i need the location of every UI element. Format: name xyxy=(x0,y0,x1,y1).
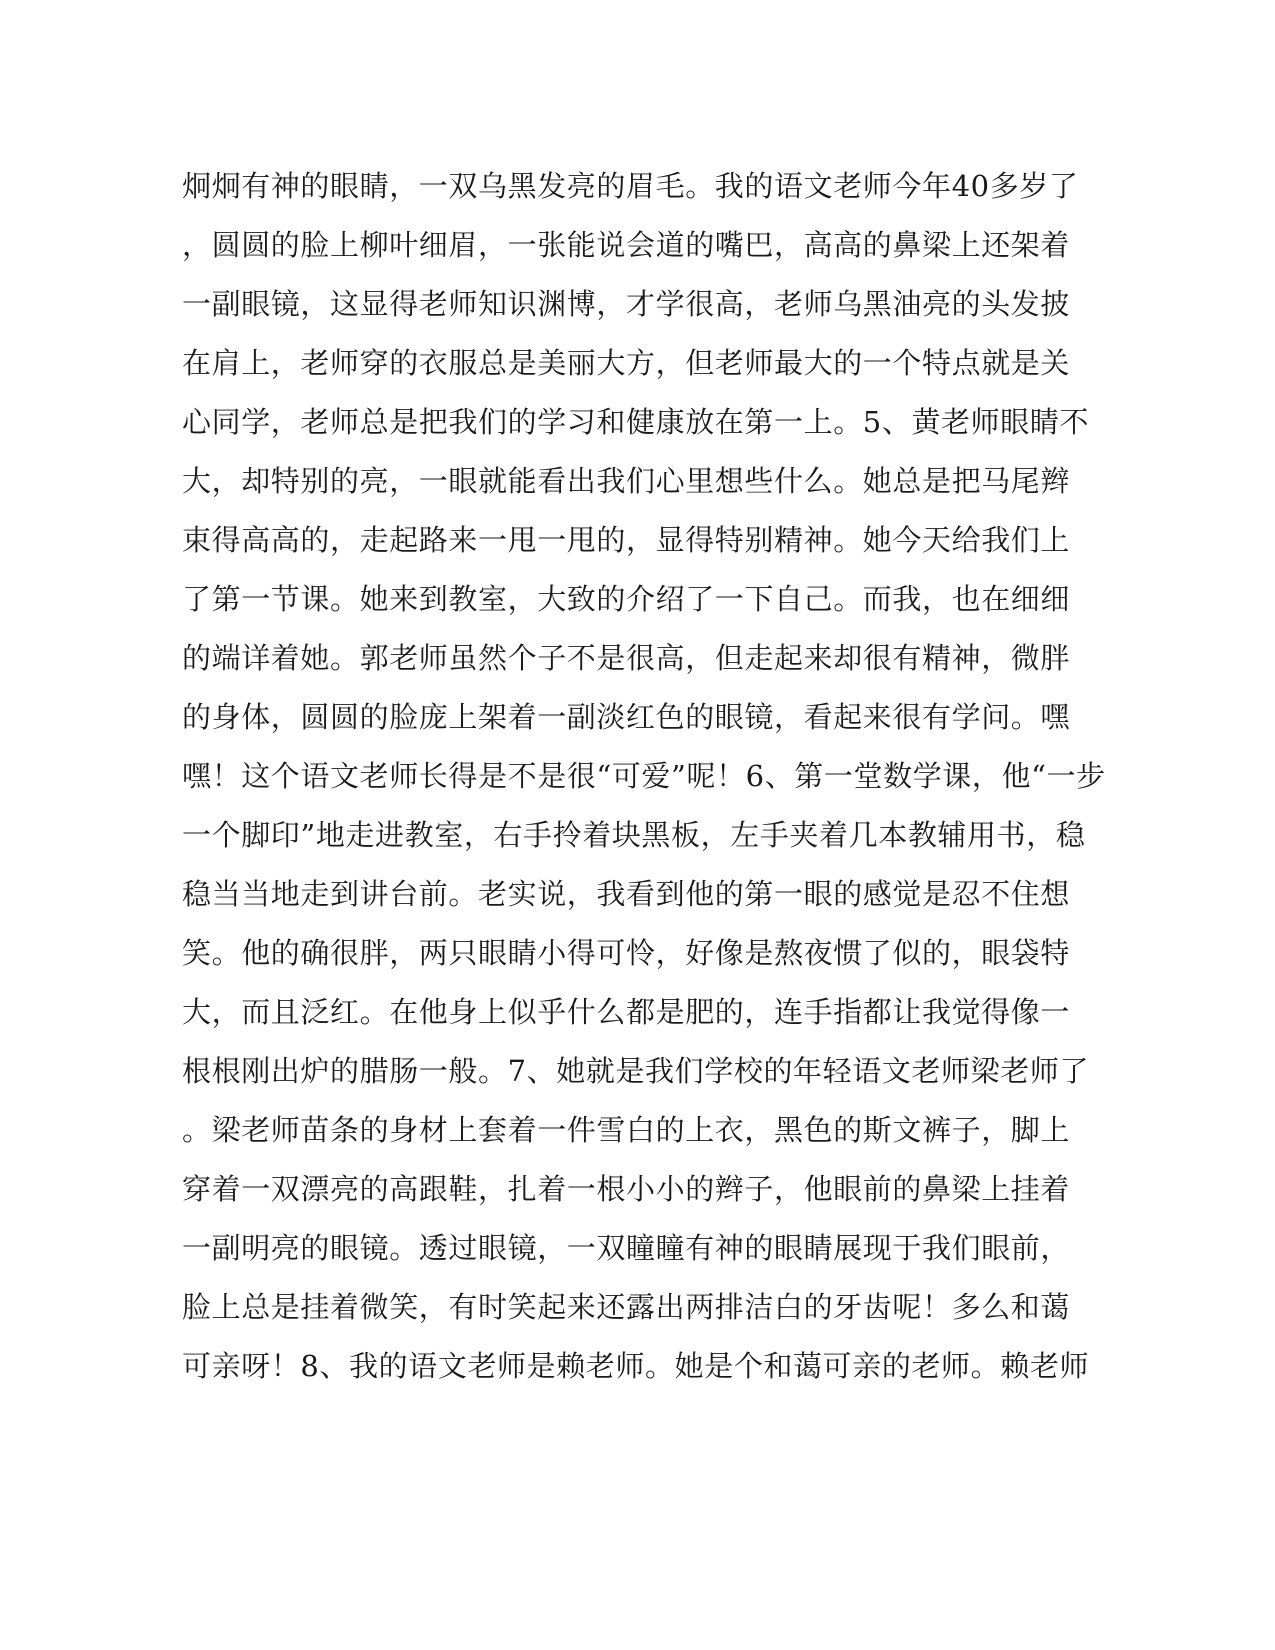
text-line: 一个脚印”地走进教室，右手拎着块黑板，左手夹着几本教辅用书，稳 xyxy=(182,818,1086,852)
text-line: 穿着一双漂亮的高跟鞋，扎着一根小小的辫子，他眼前的鼻梁上挂着 xyxy=(182,1172,1071,1206)
text-line: 炯炯有神的眼睛，一双乌黑发亮的眉毛。我的语文老师今年40多岁了 xyxy=(182,169,1079,203)
body-text xyxy=(182,162,1106,1401)
text-line: 在肩上，老师穿的衣服总是美丽大方，但老师最大的一个特点就是关 xyxy=(182,346,1071,380)
text-line: 一副眼镜，这显得老师知识渊博，才学很高，老师乌黑油亮的头发披 xyxy=(182,287,1071,321)
text-line: 。梁老师苗条的身材上套着一件雪白的上衣，黑色的斯文裤子，脚上 xyxy=(182,1113,1071,1147)
text-line: 束得高高的，走起路来一甩一甩的，显得特别精神。她今天给我们上 xyxy=(182,523,1071,557)
text-line: 了第一节课。她来到教室，大致的介绍了一下自己。而我，也在细细 xyxy=(182,582,1071,616)
text-line: 脸上总是挂着微笑，有时笑起来还露出两排洁白的牙齿呢！多么和蔼 xyxy=(182,1290,1071,1324)
text-line: 大，而且泛红。在他身上似乎什么都是肥的，连手指都让我觉得像一 xyxy=(182,995,1071,1029)
text-line: 可亲呀！8、我的语文老师是赖老师。她是个和蔼可亲的老师。赖老师 xyxy=(182,1349,1090,1383)
text-line: 稳当当地走到讲台前。老实说，我看到他的第一眼的感觉是忍不住想 xyxy=(182,877,1071,911)
text-line: 根根刚出炉的腊肠一般。7、她就是我们学校的年轻语文老师梁老师了 xyxy=(182,1054,1090,1088)
text-line: 笑。他的确很胖，两只眼睛小得可怜，好像是熬夜惯了似的，眼袋特 xyxy=(182,936,1071,970)
text-line: 心同学，老师总是把我们的学习和健康放在第一上。5、黄老师眼睛不 xyxy=(182,405,1090,439)
text-line: 的身体，圆圆的脸庞上架着一副淡红色的眼镜，看起来很有学问。嘿 xyxy=(182,700,1071,734)
text-line: 一副明亮的眼镜。透过眼镜，一双瞳瞳有神的眼睛展现于我们眼前， xyxy=(182,1231,1071,1265)
text-line: ，圆圆的脸上柳叶细眉，一张能说会道的嘴巴，高高的鼻梁上还架着 xyxy=(182,228,1071,262)
text-line: 的端详着她。郭老师虽然个子不是很高，但走起来却很有精神，微胖 xyxy=(182,641,1071,675)
text-line: 嘿！这个语文老师长得是不是很“可爱”呢！6、第一堂数学课，他“一步 xyxy=(182,759,1106,793)
text-line: 大，却特别的亮，一眼就能看出我们心里想些什么。她总是把马尾辫 xyxy=(182,464,1071,498)
